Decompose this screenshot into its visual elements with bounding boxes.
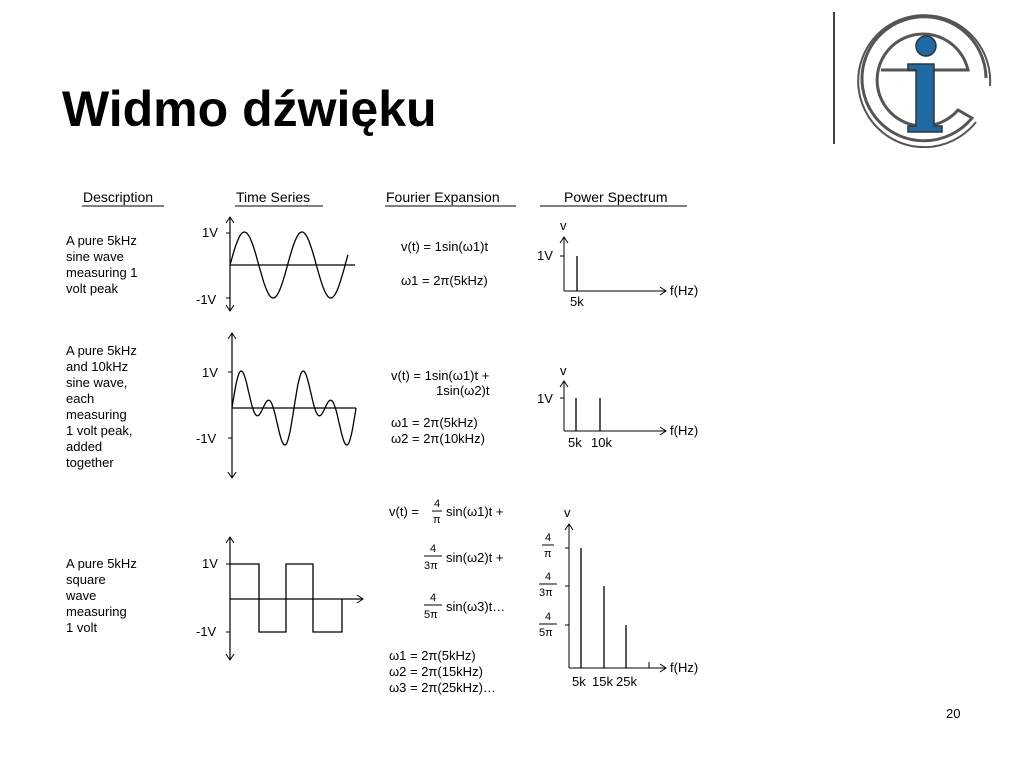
row3-description xyxy=(65,556,137,635)
svg-text:v: v xyxy=(560,218,567,233)
row1-fourier xyxy=(401,239,488,288)
svg-text:sine wave: sine wave xyxy=(66,249,124,264)
svg-text:1V: 1V xyxy=(537,391,553,406)
svg-text:v(t) =: v(t) = xyxy=(389,504,419,519)
row1-ts-bottom-label: -1V xyxy=(196,292,217,307)
svg-text:4: 4 xyxy=(545,571,552,583)
logo-i-stem xyxy=(908,64,942,132)
row1-time-series xyxy=(196,217,355,311)
svg-text:A pure 5kHz: A pure 5kHz xyxy=(66,343,137,358)
svg-text:5k: 5k xyxy=(572,674,586,689)
svg-text:volt peak: volt peak xyxy=(66,281,119,296)
slide-title: Widmo dźwięku xyxy=(62,81,437,137)
svg-text:4: 4 xyxy=(430,592,437,604)
svg-text:v(t) = 1sin(ω1)t: v(t) = 1sin(ω1)t xyxy=(401,239,489,254)
row1-ts-top-label: 1V xyxy=(202,225,218,240)
svg-text:sine wave,: sine wave, xyxy=(66,375,128,390)
svg-text:measuring: measuring xyxy=(66,604,127,619)
svg-text:square: square xyxy=(66,572,106,587)
svg-text:1sin(ω2)t: 1sin(ω2)t xyxy=(436,383,490,398)
svg-text:-1V: -1V xyxy=(196,431,217,446)
svg-text:5π: 5π xyxy=(424,609,438,621)
row3-time-series xyxy=(196,537,363,660)
row2-time-series xyxy=(196,333,356,478)
svg-text:sin(ω3)t…: sin(ω3)t… xyxy=(446,599,506,614)
svg-text:5k: 5k xyxy=(570,294,584,309)
svg-text:v: v xyxy=(564,505,571,520)
svg-text:25k: 25k xyxy=(616,674,637,689)
svg-text:1V: 1V xyxy=(202,556,218,571)
svg-text:together: together xyxy=(66,455,114,470)
row2-fourier xyxy=(391,368,490,446)
col-header-spectrum: Power Spectrum xyxy=(564,189,668,205)
svg-text:A pure 5kHz: A pure 5kHz xyxy=(66,556,137,571)
svg-text:5k: 5k xyxy=(568,435,582,450)
svg-text:f(Hz): f(Hz) xyxy=(670,283,699,298)
svg-text:4: 4 xyxy=(545,532,552,544)
svg-text:π: π xyxy=(544,548,552,560)
svg-text:ω2 = 2π(10kHz): ω2 = 2π(10kHz) xyxy=(391,431,485,446)
svg-text:4: 4 xyxy=(434,498,441,510)
svg-text:ω2 = 2π(15kHz): ω2 = 2π(15kHz) xyxy=(389,664,483,679)
svg-text:1 volt: 1 volt xyxy=(66,620,98,635)
col-header-time-series: Time Series xyxy=(236,189,311,205)
svg-text:ω1 = 2π(5kHz): ω1 = 2π(5kHz) xyxy=(391,415,478,430)
svg-text:each: each xyxy=(66,391,95,406)
row1-description xyxy=(66,233,138,296)
svg-text:and 10kHz: and 10kHz xyxy=(66,359,129,374)
svg-text:4: 4 xyxy=(430,543,437,555)
svg-text:3π: 3π xyxy=(539,587,553,599)
col-header-fourier: Fourier Expansion xyxy=(386,189,500,205)
svg-text:sin(ω2)t +: sin(ω2)t + xyxy=(446,550,504,565)
e-i-logo xyxy=(826,8,996,148)
svg-text:ω1 = 2π(5kHz): ω1 = 2π(5kHz) xyxy=(401,273,488,288)
row3-spectrum xyxy=(539,505,698,689)
row3-square-wave xyxy=(230,564,342,632)
spectrum-figure xyxy=(60,175,720,705)
svg-text:1V: 1V xyxy=(202,365,218,380)
svg-text:wave: wave xyxy=(66,588,97,603)
row1-spectrum xyxy=(537,218,698,309)
logo-i-dot xyxy=(916,36,936,56)
svg-text:measuring 1: measuring 1 xyxy=(66,265,138,280)
svg-text:-1V: -1V xyxy=(196,624,217,639)
svg-text:1 volt peak,: 1 volt peak, xyxy=(66,423,133,438)
svg-text:5π: 5π xyxy=(539,627,553,639)
svg-text:ω3 = 2π(25kHz)…: ω3 = 2π(25kHz)… xyxy=(389,680,496,695)
svg-text:sin(ω1)t +: sin(ω1)t + xyxy=(446,504,504,519)
slide-number: 20 xyxy=(946,706,961,721)
svg-text:v(t) = 1sin(ω1)t +: v(t) = 1sin(ω1)t + xyxy=(391,368,490,383)
svg-text:1V: 1V xyxy=(537,248,553,263)
row3-fourier xyxy=(389,498,505,695)
svg-text:ω1 = 2π(5kHz): ω1 = 2π(5kHz) xyxy=(389,648,476,663)
svg-text:15k: 15k xyxy=(592,674,613,689)
svg-text:4: 4 xyxy=(545,611,552,623)
col-header-description: Description xyxy=(83,189,154,205)
svg-text:f(Hz): f(Hz) xyxy=(670,660,699,675)
svg-text:v: v xyxy=(560,363,567,378)
svg-text:A pure 5kHz: A pure 5kHz xyxy=(66,233,137,248)
svg-text:measuring: measuring xyxy=(66,407,127,422)
svg-text:10k: 10k xyxy=(591,435,612,450)
svg-text:3π: 3π xyxy=(424,560,438,572)
svg-text:f(Hz): f(Hz) xyxy=(670,423,699,438)
row2-description xyxy=(66,343,137,470)
row2-spectrum xyxy=(537,363,698,450)
svg-text:π: π xyxy=(433,514,441,526)
svg-text:added: added xyxy=(66,439,103,454)
